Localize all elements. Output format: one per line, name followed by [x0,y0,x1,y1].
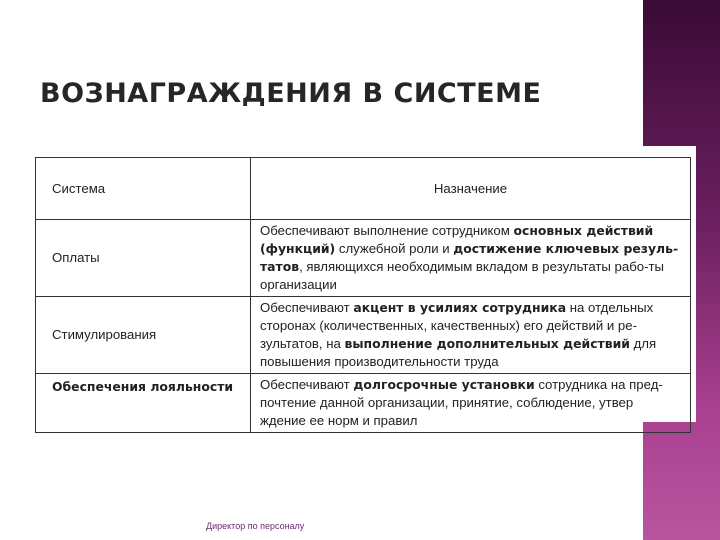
purpose-cell [251,220,691,297]
footer-text: Директор по персоналу [206,521,305,531]
system-cell: Стимулирования [36,297,251,374]
purpose-bold-text: долгосрочные установки [353,377,535,392]
purpose-text: Обеспечивают выполнение сотрудником [260,223,514,238]
purpose-bold-text: выполнение дополнительных действий [344,336,630,351]
purpose-text: Обеспечивают [260,377,354,392]
purpose-text: на отдельных сторонах (количественных, качественных) его действий и ре-зультатов, на [260,300,654,351]
purpose-bold-text: достижение ключевых резуль-татов [260,241,679,274]
page-title: ВОЗНАГРАЖДЕНИЯ В СИСТЕМЕ [40,78,542,109]
table-row [36,374,691,433]
system-label-bold: Обеспечения лояльности [52,379,234,394]
table-row [36,297,691,374]
purpose-bold-text: основных действий (функций) [260,223,654,256]
purpose-text: сотрудника на пред-почтение данной организации, принятие, соблюдение, утвер ждение ее норм и правил [260,377,663,428]
purpose-text: служебной роли и [335,241,454,256]
purpose-text: для повышения производительности труда [260,336,657,369]
rewards-table [35,157,691,433]
system-cell: Оплаты [36,220,251,297]
system-cell [36,374,251,433]
purpose-text: Обеспечивают [260,300,354,315]
header-system: Система [36,158,251,220]
purpose-cell [251,297,691,374]
purpose-bold-text: акцент в усилиях сотрудника [353,300,567,315]
table-header-row [36,158,691,220]
purpose-text: , являющихся необходимым вкладом в результаты рабо-ты организации [260,259,665,292]
table-row [36,220,691,297]
header-purpose: Назначение [251,158,691,220]
purpose-cell [251,374,691,433]
